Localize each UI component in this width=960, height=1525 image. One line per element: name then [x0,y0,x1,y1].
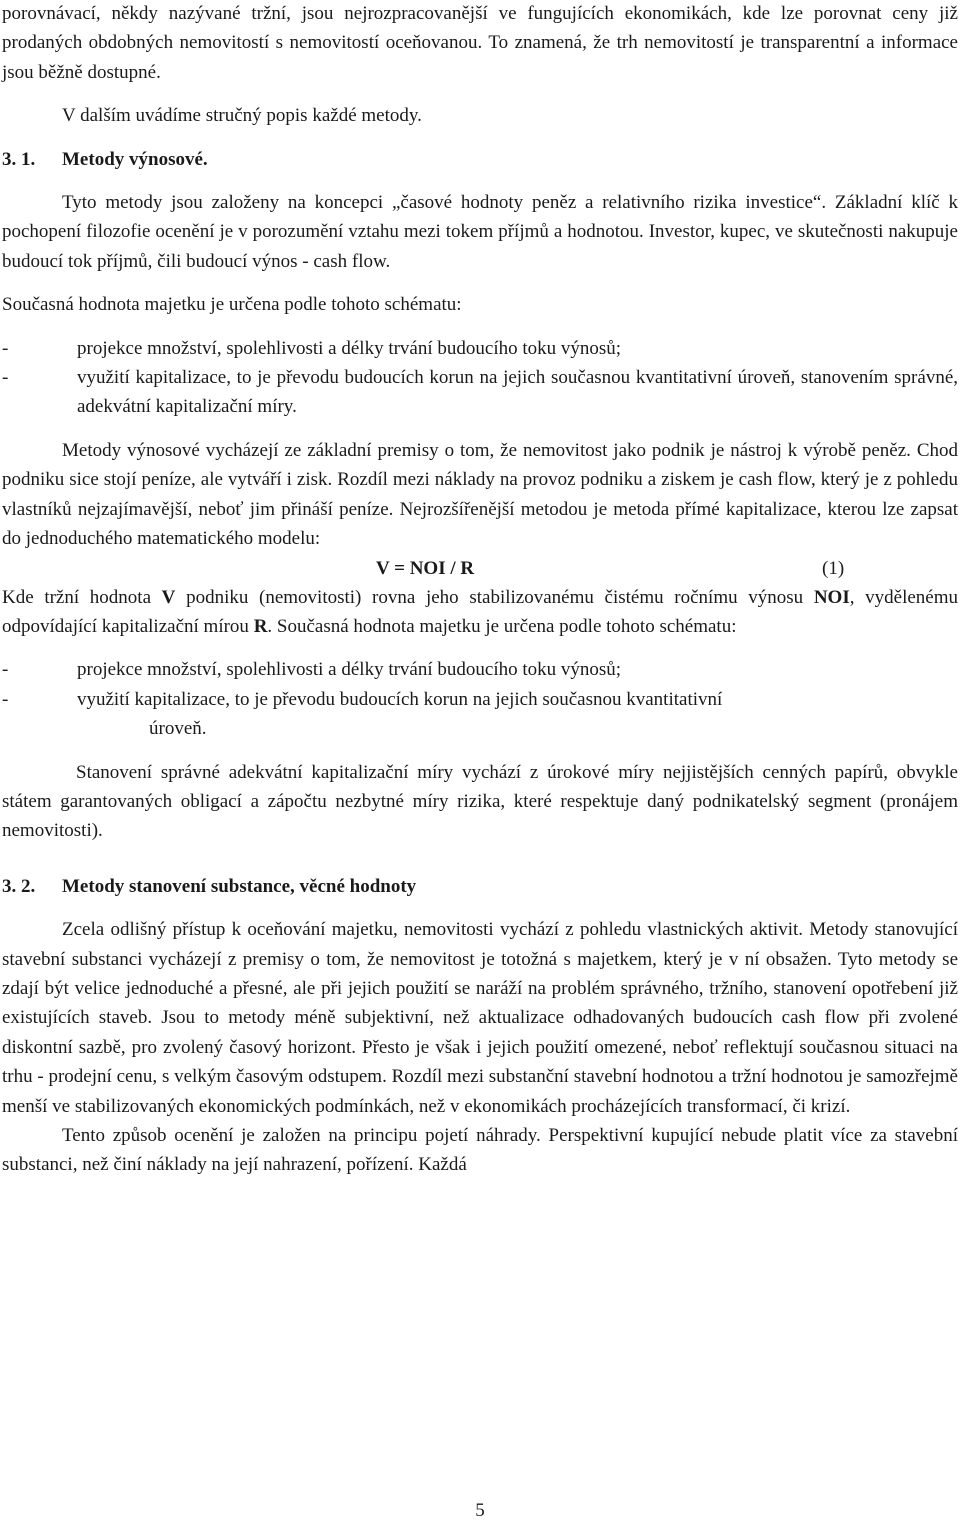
symbol-v: V [161,586,176,608]
section-title: Metody výnosové. [62,148,208,170]
intro-sentence: V dalším uvádíme stručný popis každé metody. [62,105,422,127]
section-title: Metody stanovení substance, věcné hodnoty [62,875,417,897]
text-run: . Současná hodnota majetku je určena podle tohoto schématu: [267,615,737,637]
intro-paragraph: porovnávací, někdy nazývané tržní, jsou nejrozpracovanější ve fungujících ekonomikách, kde lze porovnat ceny již prodaných obdobných nemovitostí s nemovitostí oceňovanou. To znamená, že trh nemovitostí je transparentní a informace jsou běžně dostupné. [2,3,958,83]
list-dash: - [2,659,9,681]
text-run: podniku (nemovitosti) rovna jeho stabilizovanému čistému ročnímu výnosu [175,586,814,608]
section-number: 3. 1. [2,148,36,170]
paragraph: Tento způsob ocenění je založen na principu pojetí náhrady. Perspektivní kupující nebude platit více za stavební substanci, než činí náklady na její nahrazení, pořízení. Každá [2,1125,958,1176]
symbol-noi: NOI [813,586,850,608]
text-run: , vydělenému odpovídající kapitalizační mírou [2,586,958,637]
list-item [2,334,958,363]
section-number: 3. 2. [2,875,36,897]
paragraph: Současná hodnota majetku je určena podle tohoto schématu: [2,294,462,316]
list-text: využití kapitalizace, to je převodu budoucích korun na jejich současnou kvantitativní [77,688,723,710]
list-text: projekce množství, spolehlivosti a délky trvání budoucího toku výnosů; [77,337,622,359]
symbol-r: R [253,615,268,637]
list-text: projekce množství, spolehlivosti a délky trvání budoucího toku výnosů; [77,659,622,681]
formula-number: (1) [822,557,845,579]
formula-expression: V = NOI / R [376,557,475,579]
paragraph: Tyto metody jsou založeny na koncepci „časové hodnoty peněz a relativního rizika investice“. Základní klíč k pochopení filozofie ocenění je v porozumění vztahu mezi tokem příjmů a hodnotou. Investor, kupec, ve skutečnosti nakupuje budoucí tok příjmů, čili budoucí výnos - cash flow. [2,192,958,272]
list-dash: - [2,337,9,359]
list-dash: - [2,688,9,710]
paragraph: Stanovení správné adekvátní kapitalizační míry vychází z úrokové míry nejjistějších cenných papírů, obvykle státem garantovaných obligací a zápočtu nezbytné míry rizika, které respektuje daný podnikatelský segment (pronájem nemovitosti). [2,761,958,842]
list-item [2,655,958,684]
page-number: 5 [475,1500,485,1521]
list-continuation: úroveň. [149,718,207,740]
paragraph: Zcela odlišný přístup k oceňování majetku, nemovitosti vychází z pohledu vlastnických aktivit. Metody stanovující stavební substanci vycházejí z premisy o tom, že nemovitost je totožná s majetkem, který je v ní obsažen. Tyto metody se zdají být velice jednoduché a přesné, ale při jejich použití se naráží na problém správného, tržního, stanovení opotřebení již existujících staveb. Jsou to metody méně subjektivní, než aktualizace odhadovaných budoucích cash flow při zvolené diskontní sazbě, pro zvolený časový horizont. Přesto je však i jejich použití omezené, neboť reflektují současnou situaci na trhu - prodejní cenu, s velkým časovým odstupem. Rozdíl mezi substanční stavební hodnotou a tržní hodnotou je samozřejmě menší ve stabilizovaných ekonomických podmínkách, než v ekonomikách procházejících transformací, či krizí. [2,919,958,1117]
list-item [2,685,958,714]
list-item [2,363,958,422]
formula [2,554,958,583]
section-heading-3-2 [2,872,958,901]
section-heading-3-1 [2,145,958,174]
bullet-list [2,655,958,743]
list-text: využití kapitalizace, to je převodu budoucích korun na jejich současnou kvantitativní úroveň, stanovením správné, adekvátní kapitalizační míry. [77,367,958,418]
bullet-list [2,334,958,422]
text-run: Kde tržní hodnota [2,586,162,608]
paragraph: Metody výnosové vycházejí ze základní premisy o tom, že nemovitost jako podnik je nástroj k výrobě peněz. Chod podniku sice stojí peníze, ale vytváří i zisk. Rozdíl mezi náklady na provoz podniku a ziskem je cash flow, který je z pohledu vlastníků nejzajímavější, neboť jim přináší peníze. Nejrozšířenější metodou je metoda přímé kapitalizace, kterou lze zapsat do jednoduchého matematického modelu: [2,439,958,550]
list-dash: - [2,367,9,389]
paragraph [2,583,958,642]
